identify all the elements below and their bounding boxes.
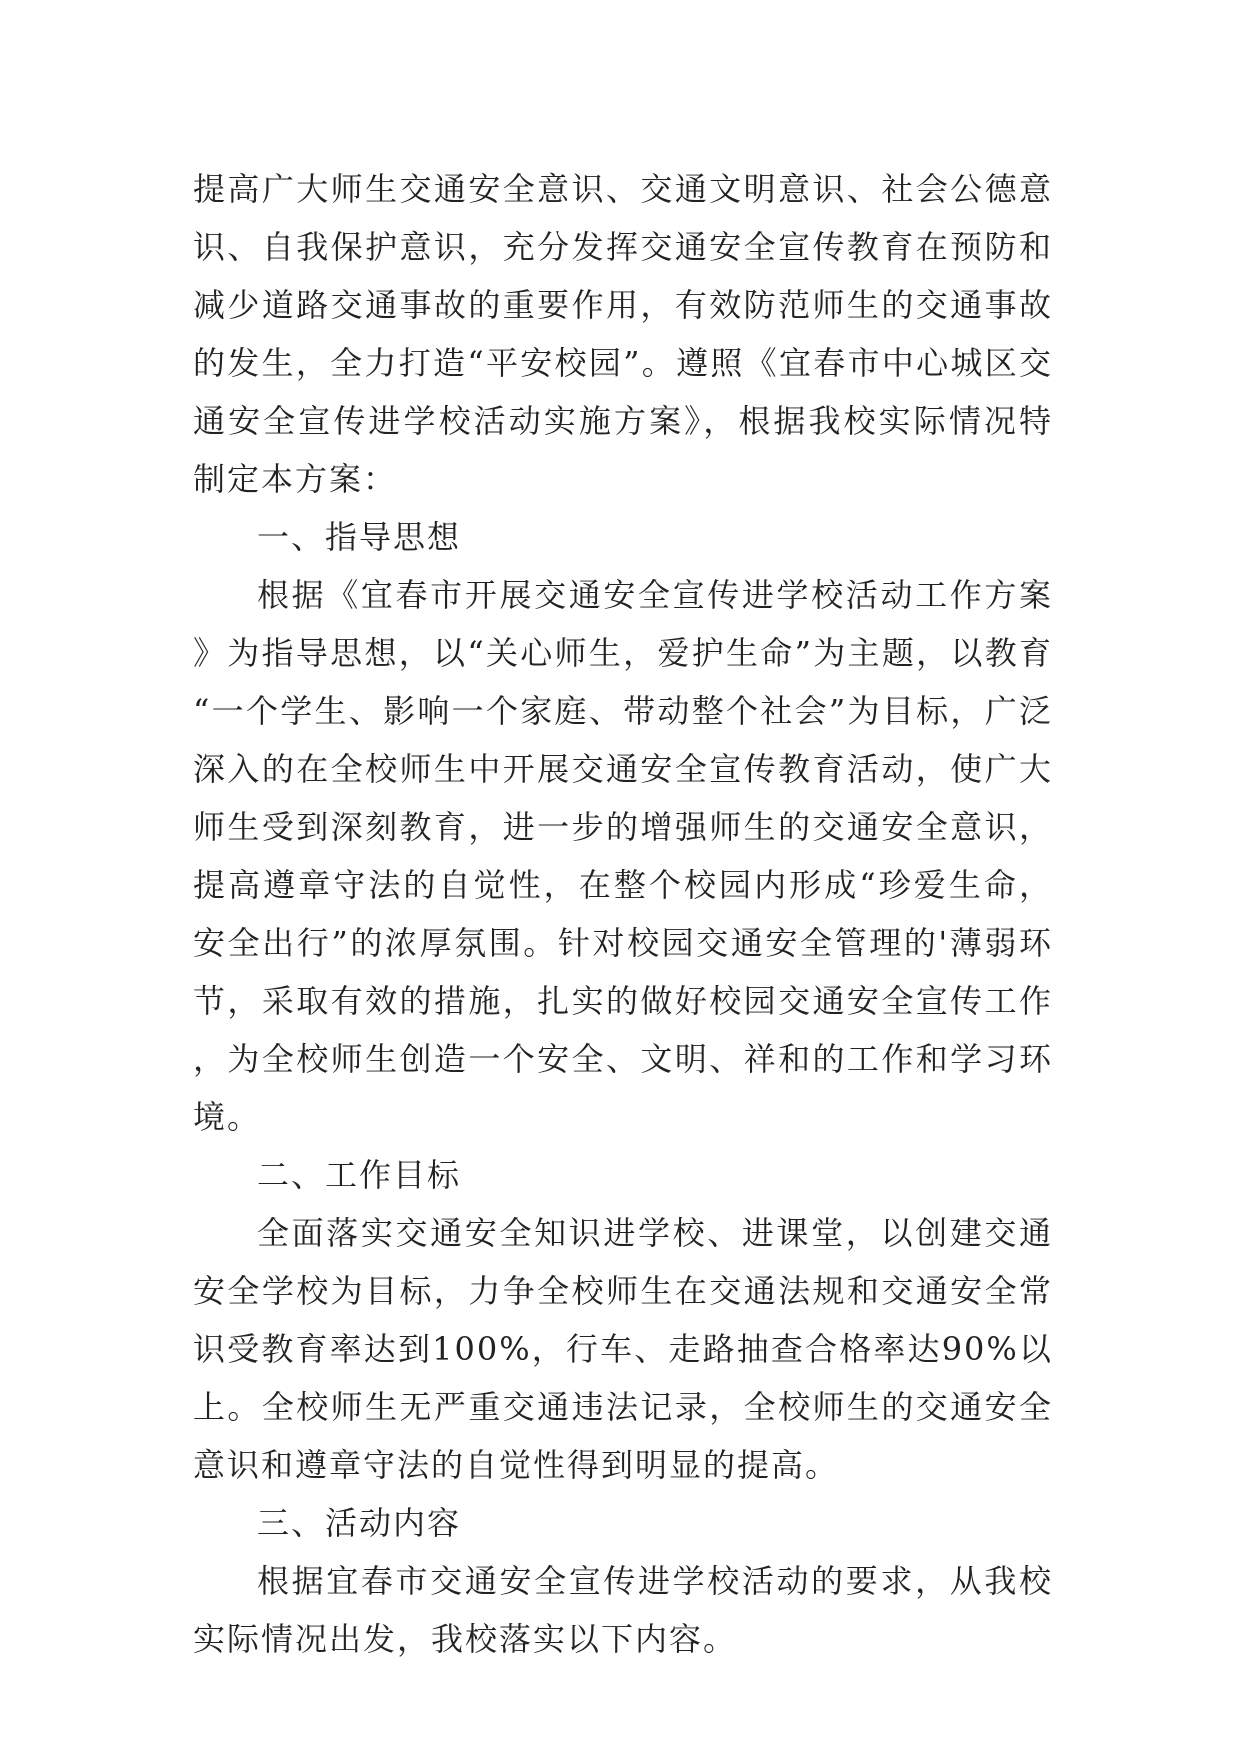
intro-paragraph: 提高广大师生交通安全意识、交通文明意识、社会公德意识、自我保护意识，充分发挥交通安全宣传教育在预防和减少道路交通事故的重要作用，有效防范师生的交通事故的发生，全力打造“平安校园”。遵照《宜春市中心城区交通安全宣传进学校活动实施方案》，根据我校实际情况特制定本方案： — [193, 170, 1053, 498]
section-heading-guiding-ideology: 一、指导思想 — [257, 518, 462, 556]
activity-content-paragraph: 根据宜春市交通安全宣传进学校活动的要求，从我校实际情况出发，我校落实以下内容。 — [193, 1562, 1053, 1658]
section-heading-work-goals: 二、工作目标 — [257, 1156, 462, 1194]
guiding-ideology-paragraph: 根据《宜春市开展交通安全宣传进学校活动工作方案》为指导思想，以“关心师生，爱护生命”为主题，以教育“一个学生、影响一个家庭、带动整个社会”为目标，广泛深入的在全校师生中开展交通安全宣传教育活动，使广大师生受到深刻教育，进一步的增强师生的交通安全意识，提高遵章守法的自觉性，在整个校园内形成“珍爱生命，安全出行”的浓厚氛围。针对校园交通安全管理的'薄弱环节，采取有效的措施，扎实的做好校园交通安全宣传工作，为全校师生创造一个安全、文明、祥和的工作和学习环境。 — [193, 576, 1053, 1136]
section-heading-activity-content: 三、活动内容 — [257, 1504, 462, 1542]
work-goals-paragraph: 全面落实交通安全知识进学校、进课堂，以创建交通安全学校为目标，力争全校师生在交通法规和交通安全常识受教育率达到100%，行车、走路抽查合格率达90%以上。全校师生无严重交通违法记录，全校师生的交通安全意识和遵章守法的自觉性得到明显的提高。 — [193, 1214, 1053, 1484]
document-body — [193, 160, 1053, 1668]
